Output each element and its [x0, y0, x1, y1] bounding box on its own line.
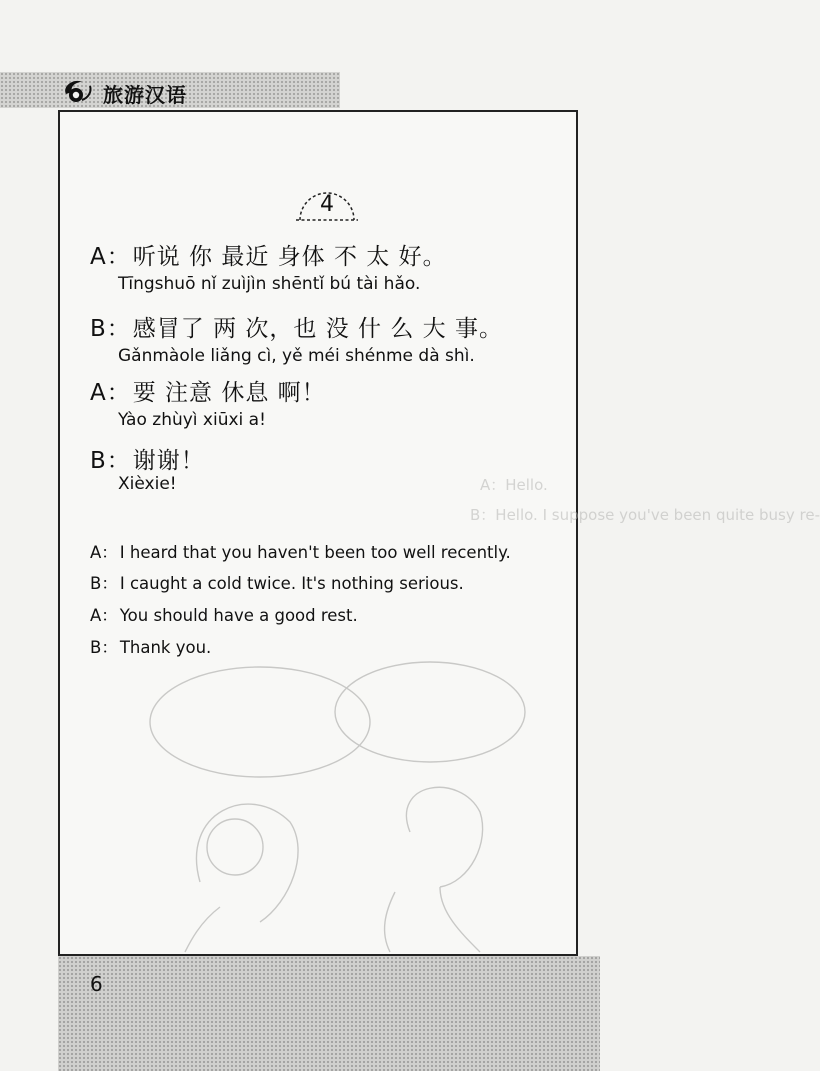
chinese-text: 谢谢！	[132, 448, 205, 474]
english-text: I caught a cold twice. It's nothing serious.	[119, 574, 464, 593]
dialogue-line-zh	[90, 374, 326, 407]
bleed-through-illustration	[140, 652, 530, 952]
dialogue-line-zh	[90, 310, 503, 343]
speaker-label: A：	[90, 606, 118, 625]
speaker-label: A：	[90, 543, 118, 562]
page-number: 6	[90, 972, 103, 996]
publisher-logo-icon	[60, 76, 94, 106]
dialogue-line-pinyin: Yào zhùyì xiūxi a!	[118, 410, 266, 430]
speaker-label: B：	[90, 638, 118, 657]
speaker-label: B：	[90, 316, 131, 342]
chinese-text: 听说 你 最近 身体 不 太 好。	[132, 244, 447, 270]
english-text: I heard that you haven't been too well recently.	[119, 543, 511, 562]
chinese-text: 要 注意 休息 啊！	[132, 380, 326, 406]
speaker-label: B：	[90, 448, 131, 474]
bleed-through-line: A：Hello.	[480, 476, 548, 494]
dialogue-line-zh	[90, 238, 447, 271]
translation-line	[90, 570, 464, 594]
book-title: 旅游汉语	[103, 83, 187, 107]
dialogue-line-zh	[90, 442, 205, 475]
translation-line	[90, 539, 511, 563]
lesson-number: 4	[320, 192, 334, 217]
speaker-label: B：	[90, 574, 118, 593]
translation-line	[90, 602, 358, 626]
dialogue-line-pinyin: Tīngshuō nǐ zuìjìn shēntǐ bú tài hǎo.	[118, 274, 421, 294]
dialogue-page	[58, 110, 820, 956]
bleed-through-line: B：Hello. I suppose you've been quite busy re-	[470, 506, 820, 524]
speaker-label: A：	[90, 244, 131, 270]
english-text: You should have a good rest.	[119, 606, 358, 625]
chinese-text: 感冒了 两 次，也 没 什 么 大 事。	[132, 316, 503, 342]
dialogue-line-pinyin: Xièxie!	[118, 474, 177, 494]
english-text: Thank you.	[119, 638, 212, 657]
dialogue-line-pinyin: Gǎnmàole liǎng cì, yě méi shénme dà shì.	[118, 346, 475, 366]
footer-band	[58, 956, 600, 1071]
speaker-label: A：	[90, 380, 131, 406]
